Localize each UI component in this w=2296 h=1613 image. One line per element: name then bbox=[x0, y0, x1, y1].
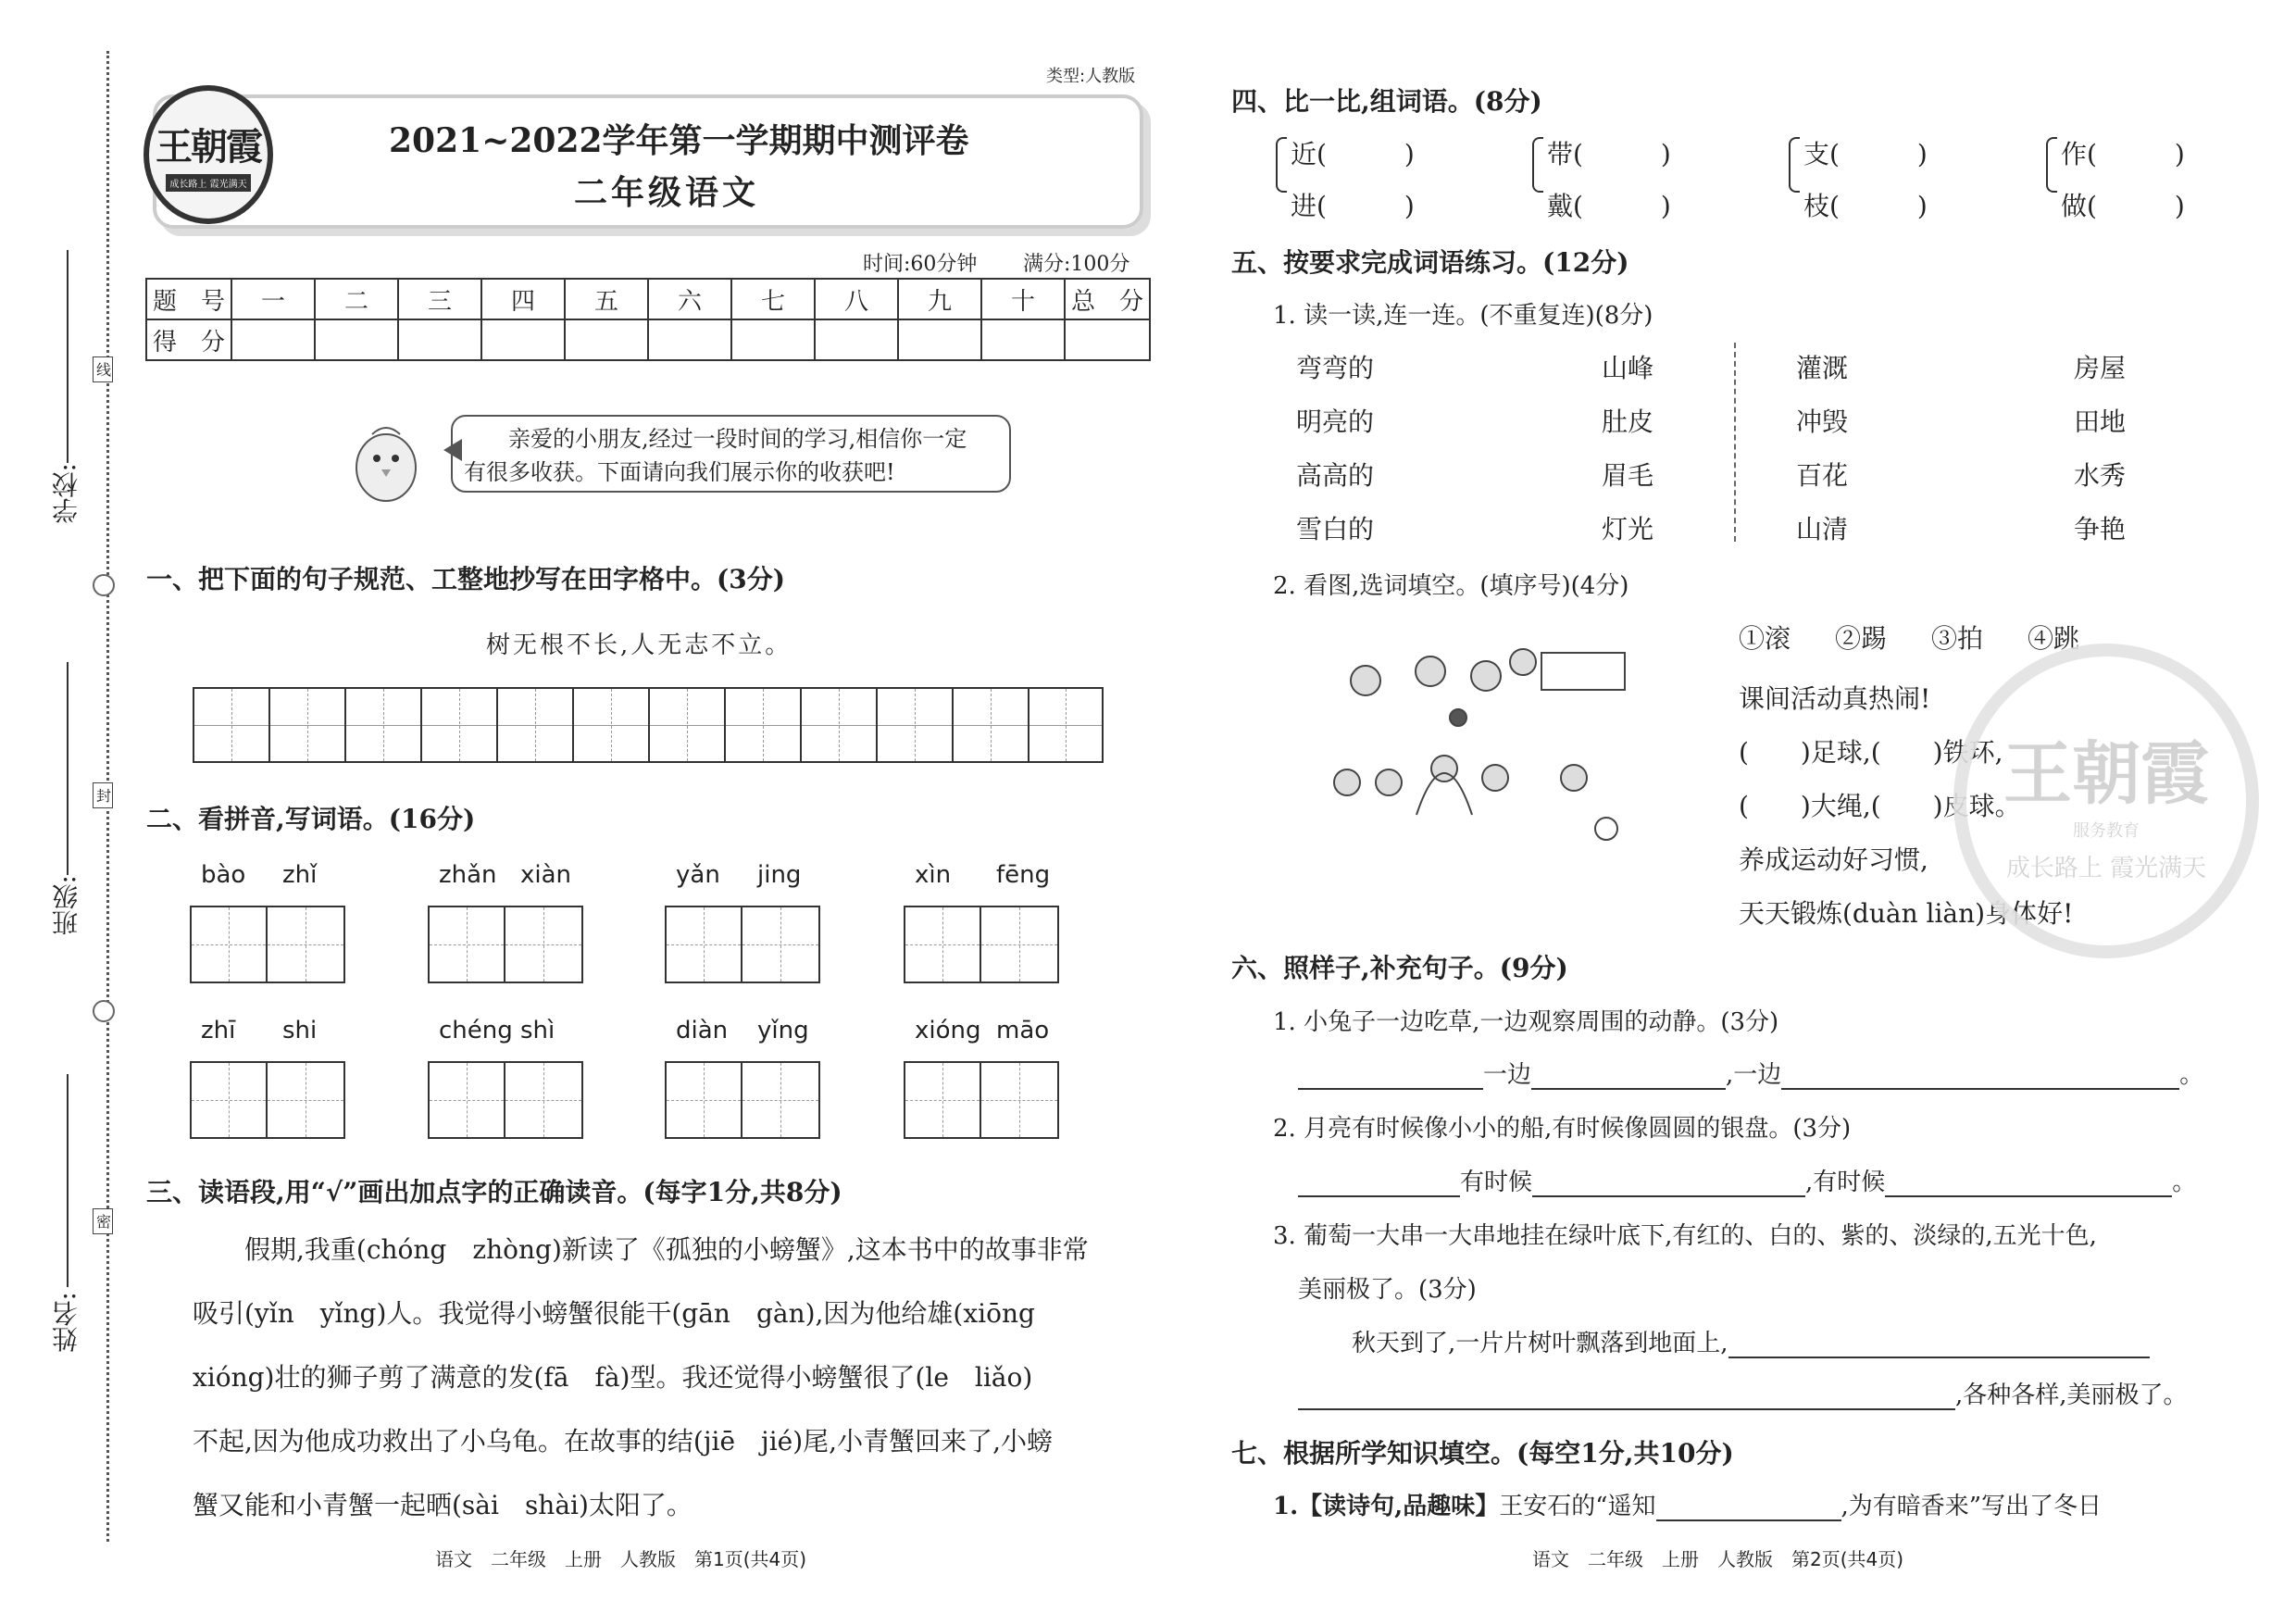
score-header-cell: 七 bbox=[731, 279, 815, 319]
pinyin-label: bào bbox=[201, 861, 246, 889]
column-divider bbox=[1734, 343, 1736, 542]
q6-s1: 1. 小兔子一边吃草,一边观察周围的动静。(3分) bbox=[1273, 1008, 1779, 1036]
compare-word-field[interactable]: 戴( ) bbox=[1547, 191, 1671, 221]
match-word[interactable]: 房屋 bbox=[2074, 353, 2127, 383]
pinyin-label: diàn bbox=[676, 1017, 729, 1044]
brace bbox=[1789, 137, 1800, 193]
footer-right: 语文 二年级 上册 人教版 第2页(共4页) bbox=[1532, 1548, 1904, 1570]
match-word[interactable]: 灯光 bbox=[1602, 514, 1654, 544]
score-cell[interactable] bbox=[231, 319, 315, 360]
s2-a: 有时候 bbox=[1460, 1169, 1533, 1196]
compare-word-field[interactable]: 作( ) bbox=[2061, 139, 2185, 169]
fill-line-1[interactable]: ( )足球,( )铁环, bbox=[1739, 737, 2003, 768]
class-line bbox=[67, 662, 69, 875]
seal-brand-text: 王朝霞 bbox=[156, 125, 261, 169]
q6-s3-answer1[interactable] bbox=[1352, 1324, 2150, 1358]
word-answer-box[interactable] bbox=[190, 1061, 345, 1139]
score-header-cell: 五 bbox=[565, 279, 648, 319]
score-cell[interactable] bbox=[565, 319, 648, 360]
compare-word-field[interactable]: 枝( ) bbox=[1803, 191, 1928, 221]
tianzige-cell[interactable] bbox=[344, 687, 420, 763]
match-word[interactable]: 田地 bbox=[2074, 406, 2127, 437]
match-word[interactable]: 争艳 bbox=[2074, 514, 2127, 544]
s2-end: 。 bbox=[2172, 1169, 2197, 1196]
q7-s1-tag: 1.【读诗句,品趣味】 bbox=[1273, 1493, 1500, 1520]
s2-b: ,有时候 bbox=[1805, 1169, 1886, 1196]
q3-line-2: 吸引(yǐn yǐng)人。我觉得小螃蟹很能干(gān gàn),因为他给雄(xiōng bbox=[193, 1298, 1035, 1329]
brace bbox=[1276, 137, 1287, 193]
match-word[interactable]: 百花 bbox=[1796, 460, 1849, 491]
q6-s2: 2. 月亮有时候像小小的船,有时候像圆圆的银盘。(3分) bbox=[1273, 1115, 1852, 1143]
kids-playing-illustration bbox=[1310, 630, 1643, 866]
q6-s2-answer[interactable] bbox=[1298, 1163, 2196, 1197]
option-4: ④跳 bbox=[2028, 623, 2080, 654]
q1-sentence: 树无根不长,人无志不立。 bbox=[486, 631, 792, 659]
q2-title: 二、看拼音,写词语。(16分) bbox=[146, 804, 476, 834]
s1-a: 一边 bbox=[1483, 1061, 1532, 1089]
score-header-cell: 八 bbox=[815, 279, 898, 319]
school-label: 学校: bbox=[51, 463, 81, 524]
speech-bubble bbox=[451, 415, 1011, 493]
q4-title: 四、比一比,组词语。(8分) bbox=[1231, 86, 1542, 117]
full-score: 满分:100分 bbox=[1023, 253, 1130, 276]
score-cell[interactable] bbox=[648, 319, 731, 360]
tianzige-cell[interactable] bbox=[724, 687, 800, 763]
pinyin-label: xìn bbox=[915, 861, 952, 889]
word-answer-box[interactable] bbox=[665, 1061, 820, 1139]
brand-watermark-logo bbox=[1953, 644, 2259, 958]
match-word[interactable]: 肚皮 bbox=[1602, 406, 1654, 437]
compare-word-field[interactable]: 进( ) bbox=[1291, 191, 1415, 221]
pinyin-label: xiàn bbox=[520, 861, 572, 889]
watermark-sub: 服务教育 bbox=[2073, 820, 2140, 841]
binding-mark-line: 线 bbox=[93, 356, 113, 382]
q3-line-1: 假期,我重(chóng zhòng)新读了《孤独的小螃蟹》,这本书中的故事非常 bbox=[244, 1234, 1089, 1265]
name-label: 姓名: bbox=[51, 1292, 81, 1353]
q7-s1-text: 王安石的“遥知 bbox=[1499, 1493, 1656, 1520]
rhyme-line-2: 养成运动好习惯, bbox=[1739, 844, 1928, 875]
brace bbox=[2046, 137, 2057, 193]
pinyin-label: zhǎn bbox=[439, 861, 497, 889]
footer-left: 语文 二年级 上册 人教版 第1页(共4页) bbox=[435, 1548, 807, 1570]
pinyin-label: shi bbox=[282, 1017, 318, 1044]
s3-c: 秋天到了,一片片树叶飘落到地面上, bbox=[1352, 1330, 1728, 1357]
tianzige-cell[interactable] bbox=[496, 687, 572, 763]
q1-title: 一、把下面的句子规范、工整地抄写在田字格中。(3分) bbox=[146, 564, 785, 594]
tianzige-cell[interactable] bbox=[800, 687, 876, 763]
q6-title: 六、照样子,补充句子。(9分) bbox=[1231, 953, 1568, 983]
s3-d: ,各种各样,美丽极了。 bbox=[1955, 1382, 2188, 1409]
compare-word-field[interactable]: 近( ) bbox=[1291, 139, 1415, 169]
score-header-cell: 题 号 bbox=[146, 279, 231, 319]
tianzige-cell[interactable] bbox=[420, 687, 496, 763]
score-cell[interactable] bbox=[898, 319, 981, 360]
binding-mark-seal: 封 bbox=[93, 782, 113, 808]
score-header-cell: 一 bbox=[231, 279, 315, 319]
school-line bbox=[67, 250, 69, 463]
option-3: ③拍 bbox=[1931, 623, 1984, 654]
option-2: ②踢 bbox=[1835, 623, 1888, 654]
pinyin-label: zhǐ bbox=[282, 861, 318, 889]
exam-subtitle: 二年级语文 bbox=[574, 173, 760, 212]
q6-s1-answer[interactable] bbox=[1298, 1056, 2203, 1090]
score-header-cell: 四 bbox=[481, 279, 565, 319]
score-cell[interactable] bbox=[1065, 319, 1150, 360]
word-answer-box[interactable] bbox=[904, 906, 1059, 983]
tianzige-cell[interactable] bbox=[876, 687, 952, 763]
score-cell[interactable] bbox=[731, 319, 815, 360]
rhyme-line-3: 天天锻炼(duàn liàn)身体好! bbox=[1739, 898, 2074, 929]
s1-end: 。 bbox=[2179, 1061, 2204, 1089]
watermark-motto: 成长路上 霞光满天 bbox=[2005, 854, 2207, 882]
q7-s1 bbox=[1273, 1487, 2102, 1521]
brace bbox=[1532, 137, 1543, 193]
word-answer-box[interactable] bbox=[904, 1061, 1059, 1139]
score-table bbox=[145, 278, 1151, 361]
pinyin-label: jing bbox=[757, 861, 802, 889]
match-word[interactable]: 冲毁 bbox=[1796, 406, 1849, 437]
fill-line-2[interactable]: ( )大绳,( )皮球。 bbox=[1739, 791, 2021, 821]
score-header-cell: 总 分 bbox=[1065, 279, 1150, 319]
word-answer-box[interactable] bbox=[190, 906, 345, 983]
score-cell[interactable] bbox=[981, 319, 1065, 360]
binding-mark-secret: 密 bbox=[93, 1208, 113, 1234]
q3-title: 三、读语段,用“√”画出加点字的正确读音。(每字1分,共8分) bbox=[146, 1177, 842, 1207]
score-header-cell: 三 bbox=[398, 279, 481, 319]
s1-b: ,一边 bbox=[1726, 1061, 1782, 1089]
q3-line-4: 不起,因为他成功救出了小乌龟。在故事的结(jiē jié)尾,小青蟹回来了,小螃 bbox=[193, 1426, 1053, 1457]
pinyin-label: xióng bbox=[915, 1017, 981, 1044]
name-line bbox=[67, 1074, 69, 1287]
pinyin-label: yǐng bbox=[757, 1017, 809, 1044]
score-cell[interactable] bbox=[481, 319, 565, 360]
pinyin-label: chéng bbox=[439, 1017, 513, 1044]
compare-word-field[interactable]: 带( ) bbox=[1547, 139, 1671, 169]
time-limit: 时间:60分钟 bbox=[863, 253, 978, 276]
score-row-label: 得 分 bbox=[146, 319, 231, 360]
q3-line-3: xióng)壮的狮子剪了满意的发(fā fà)型。我还觉得小螃蟹很了(le liǎo) bbox=[193, 1362, 1033, 1393]
score-header-cell: 二 bbox=[315, 279, 398, 319]
word-options bbox=[1739, 619, 2079, 656]
tianzige-cell[interactable] bbox=[268, 687, 344, 763]
q5-sub2: 2. 看图,选词填空。(填序号)(4分) bbox=[1273, 572, 1629, 600]
speech-line-1: 亲爱的小朋友,经过一段时间的学习,相信你一定 bbox=[508, 426, 967, 452]
pinyin-label: yǎn bbox=[676, 861, 720, 889]
speech-line-2: 有很多收获。下面请向我们展示你的收获吧! bbox=[464, 459, 895, 485]
score-header-cell: 六 bbox=[648, 279, 731, 319]
match-word[interactable]: 山清 bbox=[1796, 514, 1849, 544]
match-word[interactable]: 水秀 bbox=[2074, 460, 2127, 491]
q7-title: 七、根据所学知识填空。(每空1分,共10分) bbox=[1231, 1438, 1734, 1469]
copy-grid[interactable] bbox=[193, 687, 1104, 763]
word-answer-box[interactable] bbox=[428, 906, 583, 983]
q7-blank[interactable] bbox=[1656, 1497, 1841, 1521]
q7-s1-text2: ,为有暗香来”写出了冬日 bbox=[1841, 1493, 2103, 1520]
score-header-cell: 十 bbox=[981, 279, 1065, 319]
match-word[interactable]: 山峰 bbox=[1602, 353, 1654, 383]
binding-hole bbox=[93, 1000, 115, 1022]
brand-seal-logo bbox=[144, 85, 273, 224]
pinyin-label: fēng bbox=[996, 861, 1051, 889]
score-header-cell: 九 bbox=[898, 279, 981, 319]
chick-mascot-icon bbox=[344, 412, 428, 505]
option-1: ①滚 bbox=[1739, 623, 1791, 654]
q6-s3: 3. 葡萄一大串一大串地挂在绿叶底下,有红的、白的、紫的、淡绿的,五光十色, bbox=[1273, 1222, 2097, 1250]
edition-label: 类型:人教版 bbox=[1046, 67, 1136, 86]
watermark-brand: 王朝霞 bbox=[2003, 733, 2209, 814]
compare-word-field[interactable]: 做( ) bbox=[2061, 191, 2185, 221]
match-word[interactable]: 弯弯的 bbox=[1296, 353, 1375, 383]
tianzige-cell[interactable] bbox=[952, 687, 1028, 763]
exam-title: 2021~2022学年第一学期期中测评卷 bbox=[389, 121, 969, 160]
class-label: 班级: bbox=[51, 875, 81, 936]
score-cell[interactable] bbox=[815, 319, 898, 360]
match-word[interactable]: 明亮的 bbox=[1296, 406, 1375, 437]
match-word[interactable]: 灌溉 bbox=[1796, 353, 1849, 383]
tianzige-cell[interactable] bbox=[648, 687, 724, 763]
score-cell[interactable] bbox=[398, 319, 481, 360]
match-word[interactable]: 高高的 bbox=[1296, 460, 1375, 491]
binding-hole bbox=[93, 574, 115, 596]
q3-paragraph bbox=[193, 1218, 1146, 1537]
word-answer-box[interactable] bbox=[665, 906, 820, 983]
compare-word-field[interactable]: 支( ) bbox=[1803, 139, 1928, 169]
word-answer-box[interactable] bbox=[428, 1061, 583, 1139]
q3-line-5: 蟹又能和小青蟹一起晒(sài shài)太阳了。 bbox=[193, 1490, 693, 1520]
tianzige-cell[interactable] bbox=[193, 687, 268, 763]
q5-sub1: 1. 读一读,连一连。(不重复连)(8分) bbox=[1273, 302, 1653, 330]
q6-s3b: 美丽极了。(3分) bbox=[1298, 1276, 1477, 1304]
seal-motto: 成长路上 霞光满天 bbox=[166, 174, 250, 192]
pinyin-label: māo bbox=[996, 1017, 1050, 1044]
rhyme-line-1: 课间活动真热闹! bbox=[1739, 683, 1931, 714]
q6-s3-answer2[interactable] bbox=[1298, 1376, 2188, 1410]
q5-title: 五、按要求完成词语练习。(12分) bbox=[1231, 247, 1629, 278]
tianzige-cell[interactable] bbox=[1028, 687, 1104, 763]
score-cell[interactable] bbox=[315, 319, 398, 360]
pinyin-label: zhī bbox=[201, 1017, 236, 1044]
tianzige-cell[interactable] bbox=[572, 687, 648, 763]
match-word[interactable]: 雪白的 bbox=[1296, 514, 1375, 544]
pinyin-label: shì bbox=[520, 1017, 555, 1044]
match-word[interactable]: 眉毛 bbox=[1602, 460, 1654, 491]
